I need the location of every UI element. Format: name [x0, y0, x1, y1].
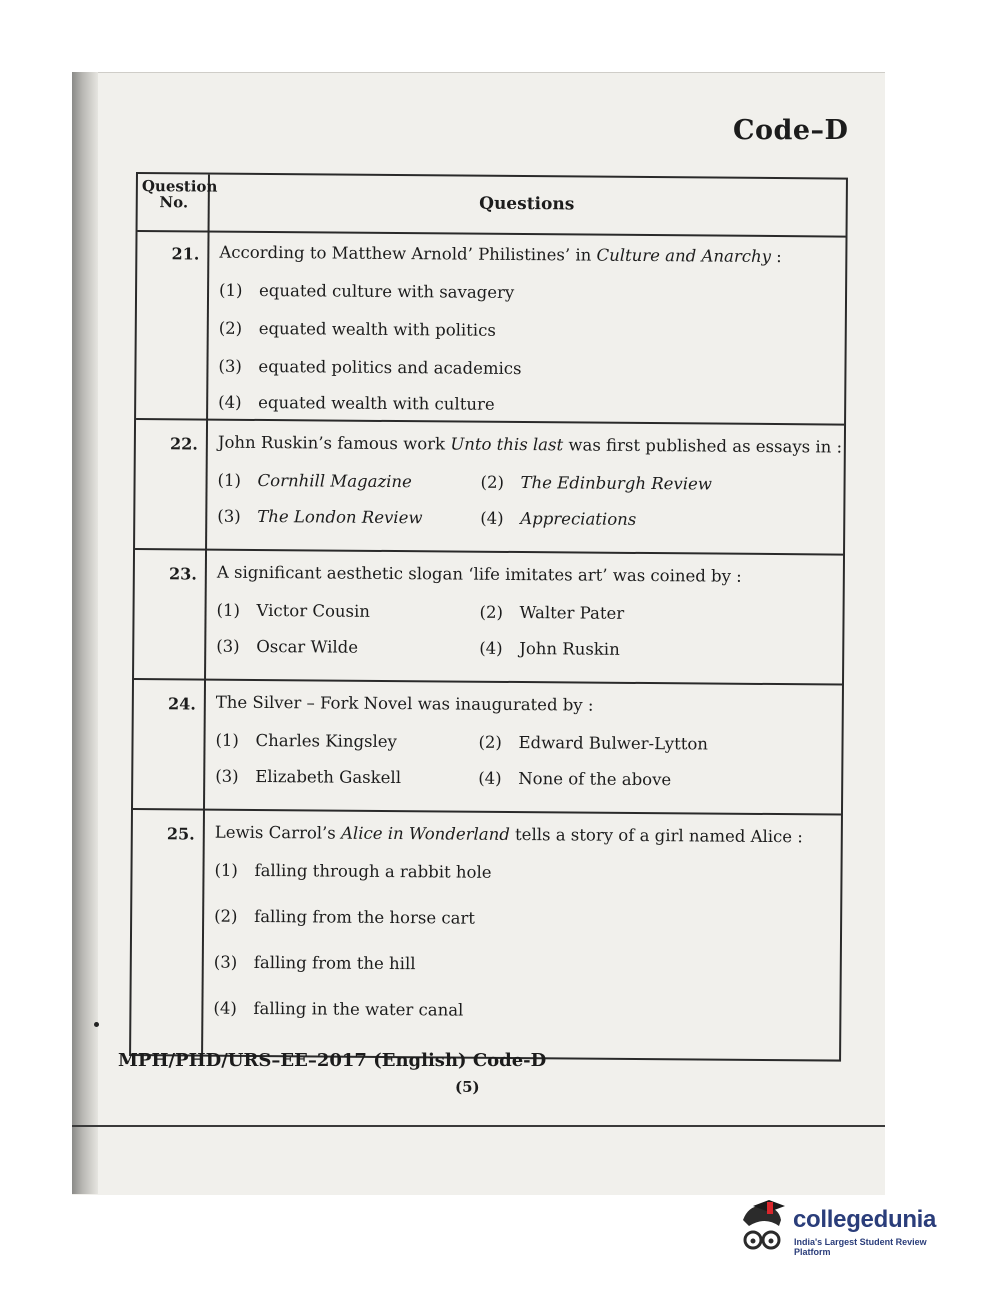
- option-3: (3) equated politics and academics: [218, 356, 522, 379]
- exam-footer: MPH/PHD/URS–EE–2017 (English) Code-D: [118, 1050, 547, 1071]
- question-row-23: [134, 550, 843, 686]
- question-text: A significant aesthetic slogan ‘life imitates art’ was coined by :: [216, 562, 742, 586]
- option-4: (4) Appreciations: [480, 508, 637, 529]
- option-3: (3) Oscar Wilde: [216, 636, 359, 657]
- question-number: 22.: [169, 434, 198, 454]
- option-1: (1) falling through a rabbit hole: [214, 860, 492, 882]
- question-row-22: [135, 420, 844, 556]
- page-number: (5): [455, 1078, 480, 1096]
- option-2: (2) The Edinburgh Review: [480, 472, 712, 494]
- option-3: (3) falling from the hill: [213, 952, 416, 974]
- question-row-21: [136, 230, 845, 426]
- option-4: (4) None of the above: [478, 768, 672, 790]
- option-1: (1) Charles Kingsley: [215, 730, 397, 752]
- collegedunia-watermark: [735, 1198, 965, 1260]
- option-2: (2) Edward Bulwer-Lytton: [478, 732, 709, 754]
- option-1: (1) Victor Cousin: [216, 600, 371, 621]
- brand-tagline: India's Largest Student Review Platform: [794, 1237, 927, 1257]
- option-3: (3) Elizabeth Gaskell: [215, 766, 402, 788]
- mascot-icon: [735, 1198, 791, 1260]
- question-number: 23.: [168, 564, 197, 584]
- margin-dot: [94, 1022, 99, 1027]
- questions-header: Questions: [479, 193, 575, 215]
- option-1: (1) Cornhill Magazine: [217, 470, 412, 492]
- option-4: (4) equated wealth with culture: [218, 392, 495, 414]
- scan-edge-line: [72, 1125, 885, 1127]
- brand-name: collegedunia: [793, 1206, 937, 1233]
- question-text: John Ruskin’s famous work Unto this last was first published as essays in :: [217, 432, 843, 457]
- question-row-25: [131, 810, 841, 1056]
- questions-table: [129, 172, 848, 1062]
- option-2: (2) Walter Pater: [479, 602, 625, 623]
- option-2: (2) equated wealth with politics: [218, 318, 496, 340]
- option-4: (4) falling in the water canal: [213, 998, 464, 1020]
- option-3: (3) The London Review: [217, 506, 423, 528]
- question-text: The Silver – Fork Novel was inaugurated by :: [215, 692, 594, 715]
- question-number: 25.: [166, 824, 195, 844]
- option-2: (2) falling from the horse cart: [214, 906, 476, 928]
- option-4: (4) John Ruskin: [479, 638, 620, 659]
- option-1: (1) equated culture with savagery: [218, 280, 515, 302]
- question-number: 24.: [167, 694, 196, 714]
- question-row-24: [133, 680, 842, 816]
- question-text: According to Matthew Arnold’ Philistines’ in Culture and Anarchy :: [219, 242, 782, 267]
- question-number: 21.: [171, 244, 200, 264]
- question-no-header: Question No.: [141, 177, 218, 212]
- table-header: [138, 174, 846, 238]
- question-text: Lewis Carrol’s Alice in Wonderland tells a story of a girl named Alice :: [214, 822, 803, 847]
- paper-code: Code–D: [733, 115, 849, 146]
